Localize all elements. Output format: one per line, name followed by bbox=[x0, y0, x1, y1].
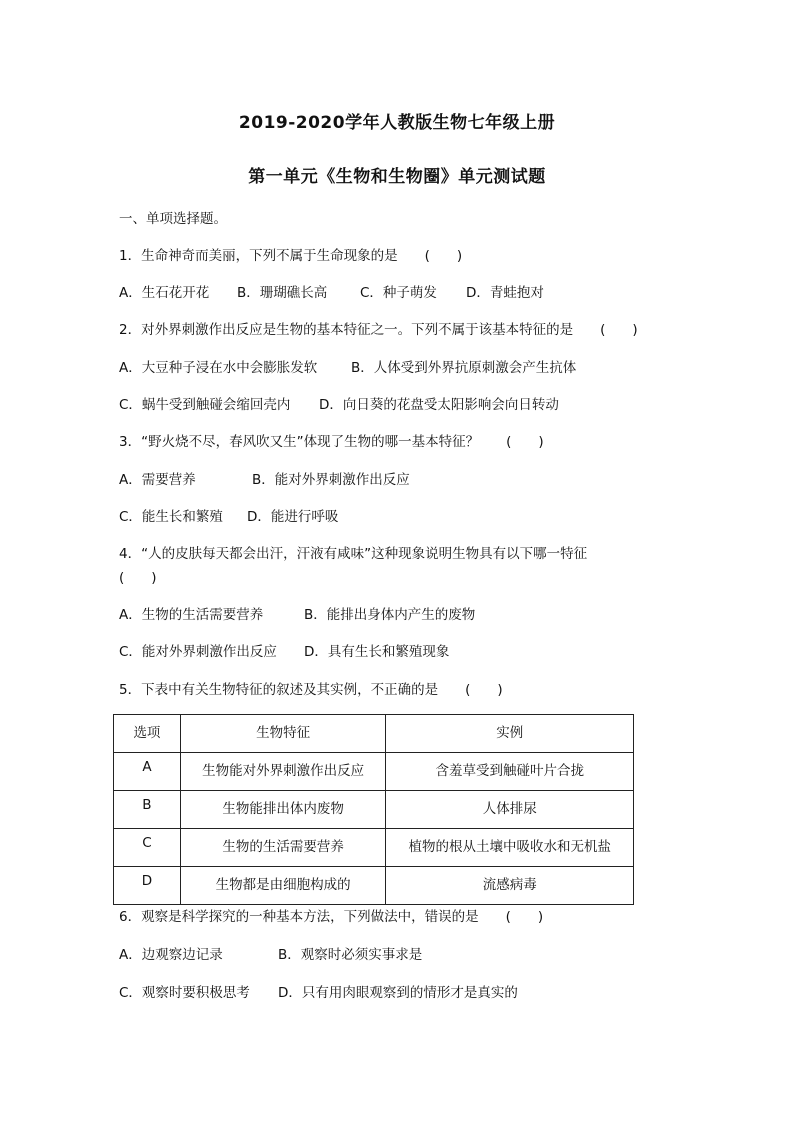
question-4-options-row-1 bbox=[119, 606, 689, 624]
question-3-options-row-2 bbox=[119, 508, 689, 526]
option-b: B．能排出身体内产生的废物 bbox=[304, 607, 476, 623]
option-a: A．生物的生活需要营养 bbox=[119, 607, 264, 623]
question-5-stem: 5．下表中有关生物特征的叙述及其实例，不正确的是 ( ) bbox=[119, 682, 503, 698]
table-cell: 含羞草受到触碰叶片合拢 bbox=[386, 753, 634, 791]
table-header: 生物特征 bbox=[180, 715, 386, 753]
table-cell: 植物的根从土壤中吸收水和无机盐 bbox=[386, 829, 634, 867]
table-cell: 流感病毒 bbox=[386, 867, 634, 905]
table-header: 选项 bbox=[114, 715, 181, 753]
option-b: B．能对外界刺激作出反应 bbox=[252, 472, 410, 488]
option-b: B．观察时必须实事求是 bbox=[278, 947, 423, 963]
option-b: B．珊瑚礁长高 bbox=[237, 285, 328, 301]
table-cell: 生物都是由细胞构成的 bbox=[180, 867, 386, 905]
option-a: A．大豆种子浸在水中会膨胀发软 bbox=[119, 360, 318, 376]
question-2-stem: 2．对外界刺激作出反应是生物的基本特征之一。下列不属于该基本特征的是 ( ) bbox=[119, 322, 638, 338]
option-d: D．只有用肉眼观察到的情形才是真实的 bbox=[278, 985, 518, 1001]
option-d: D．能进行呼吸 bbox=[247, 509, 339, 525]
table-row bbox=[114, 829, 634, 867]
table-header: 实例 bbox=[386, 715, 634, 753]
option-d: D．向日葵的花盘受太阳影响会向日转动 bbox=[319, 397, 559, 413]
option-c: C．观察时要积极思考 bbox=[119, 985, 250, 1001]
question-4-stem: 4．“人的皮肤每天都会出汗，汗液有咸味”这种现象说明生物具有以下哪一特征 bbox=[119, 546, 588, 562]
option-c: C．种子萌发 bbox=[360, 285, 437, 301]
option-a: A．生石花开花 bbox=[119, 285, 210, 301]
table-cell: 人体排尿 bbox=[386, 791, 634, 829]
option-d: D．具有生长和繁殖现象 bbox=[304, 644, 450, 660]
option-a: A．边观察边记录 bbox=[119, 947, 223, 963]
option-b: B．人体受到外界抗原刺激会产生抗体 bbox=[351, 360, 577, 376]
table-cell: D bbox=[114, 867, 181, 905]
question-3-stem: 3．“野火烧不尽，春风吹又生”体现了生物的哪一基本特征？ ( ) bbox=[119, 434, 544, 450]
question-5-table bbox=[113, 714, 634, 905]
question-3-options-row-1 bbox=[119, 471, 689, 489]
table-cell: C bbox=[114, 829, 181, 867]
table-row bbox=[114, 753, 634, 791]
option-c: C．蜗牛受到触碰会缩回壳内 bbox=[119, 397, 291, 413]
document-title: 2019-2020学年人教版生物七年级上册 bbox=[238, 113, 556, 133]
table-cell: B bbox=[114, 791, 181, 829]
section-heading: 一、单项选择题。 bbox=[119, 211, 227, 227]
question-6-stem: 6．观察是科学探究的一种基本方法，下列做法中，错误的是 ( ) bbox=[119, 909, 544, 925]
table-row bbox=[114, 791, 634, 829]
question-6-options-row-2 bbox=[119, 984, 689, 1002]
question-4-stem-continued: ( ) bbox=[119, 570, 157, 586]
question-4-options-row-2 bbox=[119, 643, 689, 661]
table-cell: 生物能排出体内废物 bbox=[180, 791, 386, 829]
document-subtitle: 第一单元《生物和生物圈》单元测试题 bbox=[248, 167, 546, 187]
option-d: D．青蛙抱对 bbox=[466, 285, 544, 301]
question-2-options-row-1 bbox=[119, 359, 689, 377]
option-c: C．能生长和繁殖 bbox=[119, 509, 223, 525]
question-1-options bbox=[119, 284, 689, 302]
question-1-stem: 1．生命神奇而美丽，下列不属于生命现象的是 ( ) bbox=[119, 248, 463, 264]
table-cell: 生物的生活需要营养 bbox=[180, 829, 386, 867]
option-c: C．能对外界刺激作出反应 bbox=[119, 644, 277, 660]
option-a: A．需要营养 bbox=[119, 472, 196, 488]
table-cell: A bbox=[114, 753, 181, 791]
question-6-options-row-1 bbox=[119, 946, 689, 964]
table-header-row bbox=[114, 715, 634, 753]
table-cell: 生物能对外界刺激作出反应 bbox=[180, 753, 386, 791]
table-row bbox=[114, 867, 634, 905]
question-2-options-row-2 bbox=[119, 396, 689, 414]
